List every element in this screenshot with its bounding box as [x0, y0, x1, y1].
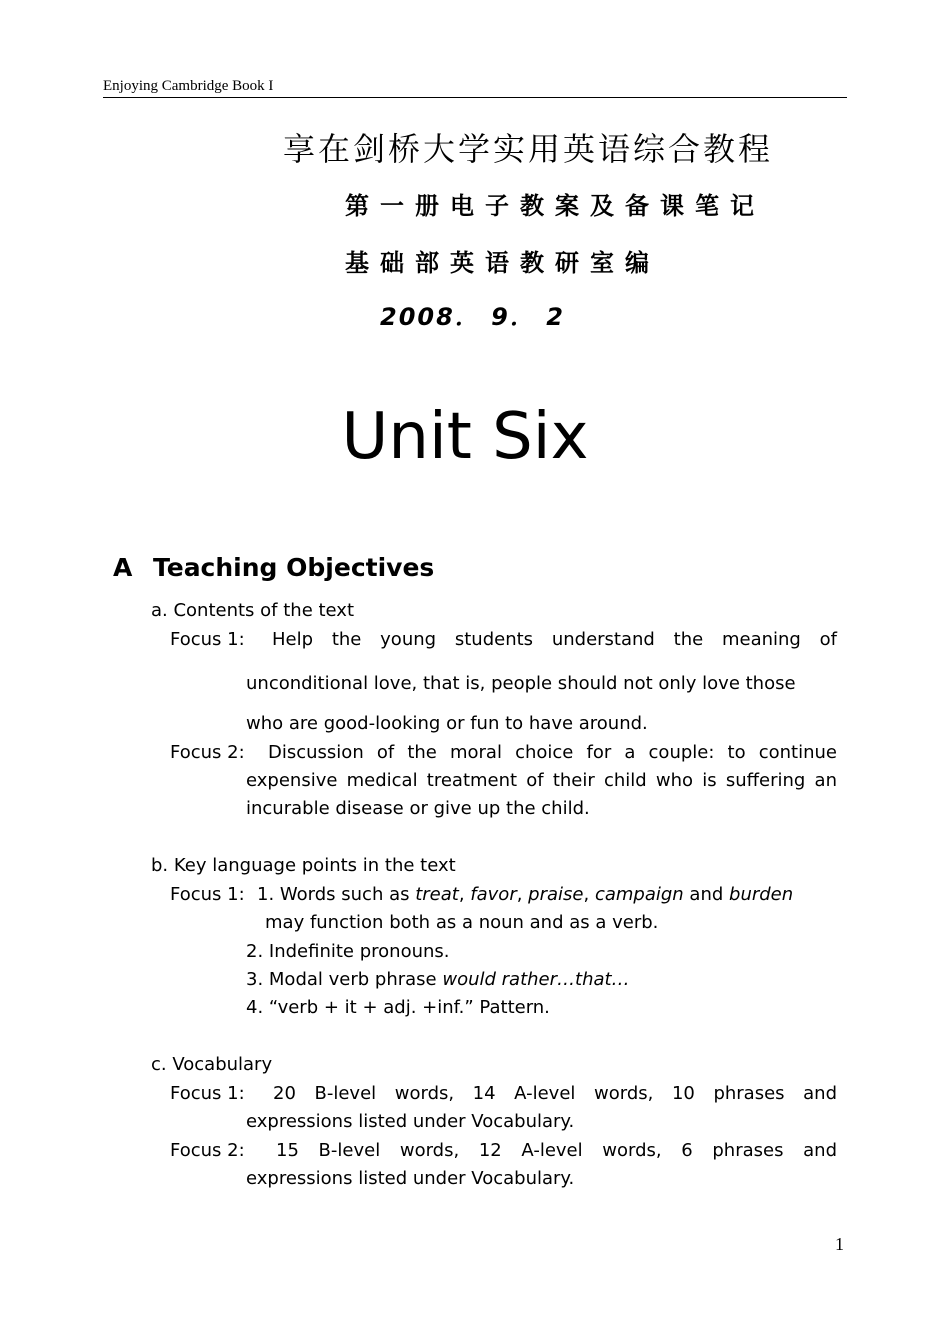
- item-text: 1. Words such as: [257, 884, 416, 905]
- focus-text: 20 B-level words, 14 A-level words, 10 phrases and: [273, 1083, 837, 1104]
- language-point-2: 2. Indefinite pronouns.: [246, 941, 450, 962]
- focus-text: expensive medical treatment of their child who is suffering an: [246, 770, 837, 791]
- subsection-b-heading: b. Key language points in the text: [151, 855, 456, 876]
- keyword: praise: [528, 884, 584, 905]
- item-text: may function both as a noun and as a verb.: [265, 912, 659, 933]
- subsection-a-heading: a. Contents of the text: [151, 600, 355, 621]
- cn-subtitle: 第一册电子教案及备课笔记: [345, 192, 765, 220]
- focus-label: Focus 1:: [170, 629, 245, 650]
- keyword: would rather…that…: [442, 969, 630, 990]
- focus-text: 15 B-level words, 12 A-level words, 6 phrases and: [276, 1140, 837, 1161]
- focus-label: Focus 1:: [170, 884, 245, 905]
- section-letter: A: [113, 553, 133, 582]
- keyword: treat: [415, 884, 459, 905]
- focus-text: expressions listed under Vocabulary.: [246, 1168, 575, 1189]
- language-point-4: 4. “verb + it + adj. +inf.” Pattern.: [246, 997, 550, 1018]
- page-number: 1: [835, 1234, 844, 1254]
- running-header: Enjoying Cambridge Book I: [103, 78, 274, 94]
- focus-text: expressions listed under Vocabulary.: [246, 1111, 575, 1132]
- header-rule: [103, 97, 847, 98]
- focus-text: unconditional love, that is, people should not only love those: [246, 673, 796, 694]
- focus-label: Focus 2:: [170, 742, 245, 763]
- punctuation: ,: [583, 884, 595, 905]
- keyword: favor: [470, 884, 517, 905]
- keyword: burden: [729, 884, 794, 905]
- document-date: 2008． 9． 2: [380, 303, 565, 331]
- item-text: 3. Modal verb phrase: [246, 969, 443, 990]
- punctuation: ,: [458, 884, 471, 905]
- focus-label: Focus 2:: [170, 1140, 245, 1161]
- section-title: Teaching Objectives: [153, 553, 435, 582]
- keyword: campaign: [594, 884, 684, 905]
- focus-text: who are good-looking or fun to have around.: [246, 713, 648, 734]
- section-heading: [113, 553, 434, 582]
- focus-label: Focus 1:: [170, 1083, 245, 1104]
- language-point-3: [246, 969, 630, 990]
- punctuation: ,: [516, 884, 529, 905]
- subsection-c-heading: c. Vocabulary: [151, 1054, 273, 1075]
- focus-text: Help the young students understand the meaning of: [272, 629, 837, 650]
- focus-text: Discussion of the moral choice for a couple: to continue: [268, 742, 837, 763]
- language-point-1: [257, 884, 837, 905]
- unit-title: Unit Six: [341, 400, 589, 474]
- conjunction: and: [683, 884, 730, 905]
- cn-course-title: 享在剑桥大学实用英语综合教程: [283, 130, 774, 168]
- focus-text: incurable disease or give up the child.: [246, 798, 590, 819]
- cn-editor: 基础部英语教研室编: [345, 249, 660, 277]
